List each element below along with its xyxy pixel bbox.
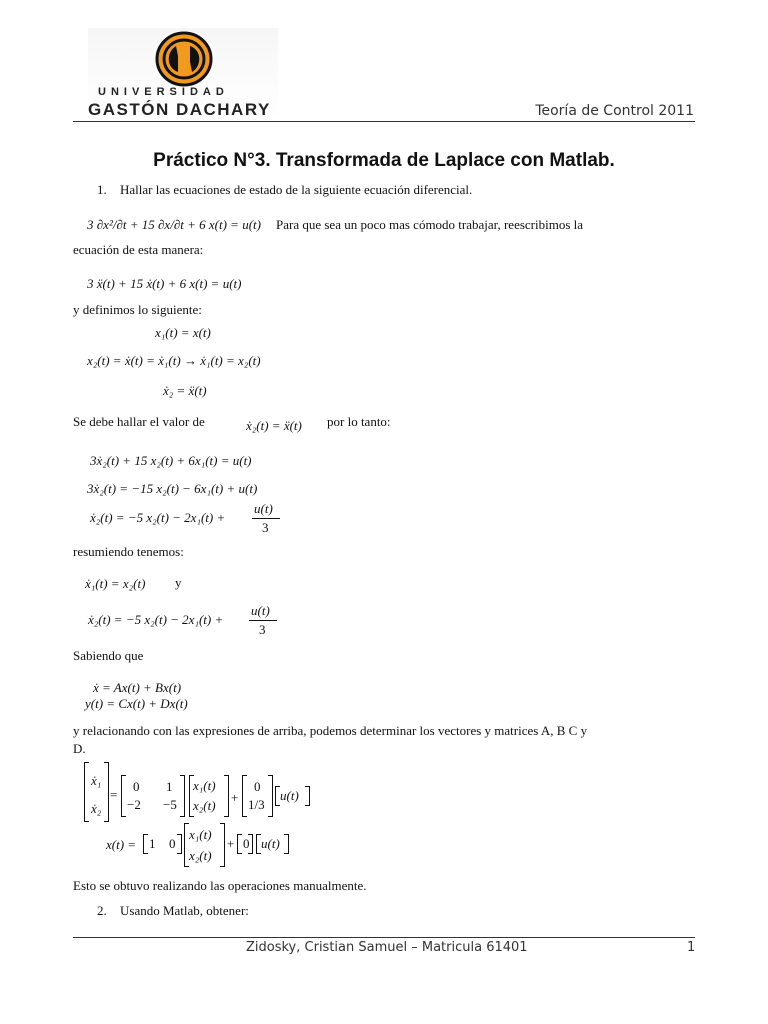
- item1-number: 1.: [97, 182, 107, 197]
- x-1: x₁(t): [193, 778, 216, 793]
- B-1: 0: [254, 779, 261, 794]
- text-find-a: Se debe hallar el valor de: [73, 414, 205, 429]
- item1-text: Hallar las ecuaciones de estado de la siguiente ecuación diferencial.: [120, 182, 473, 197]
- eq-rewritten: 3 ẍ(t) + 15 ẋ(t) + 6 x(t) = u(t): [87, 276, 242, 291]
- D-value: 0: [243, 836, 250, 851]
- A-bracket-left: [121, 775, 126, 817]
- text-define: y definimos lo siguiente:: [73, 302, 202, 317]
- text-relating-2: D.: [73, 741, 86, 756]
- footer-rule: [73, 937, 695, 938]
- footer-author: Zidosky, Cristian Samuel – Matricula 61401: [246, 940, 528, 955]
- footer-page-number: 1: [687, 940, 696, 955]
- u-input: u(t): [280, 788, 299, 803]
- xdot-bracket-right: [104, 762, 109, 822]
- course-title: Teoría de Control 2011: [535, 103, 694, 119]
- step-2: 3ẋ₂(t) = −15 x₂(t) − 6x₁(t) + u(t): [87, 481, 258, 496]
- output-lhs: x(t) =: [106, 837, 137, 852]
- state-eq-2: y(t) = Cx(t) + Dx(t): [85, 696, 188, 711]
- sum-2-frac-line: [249, 620, 277, 621]
- C-2: 0: [169, 836, 176, 851]
- def-1: x₁(t) = x(t): [155, 325, 211, 340]
- logo-emblem-icon: [154, 30, 214, 88]
- def-3: ẋ₂ = ẍ(t): [163, 383, 207, 398]
- text-summary: resumiendo tenemos:: [73, 544, 184, 559]
- xo-2: x₂(t): [189, 848, 212, 863]
- D-bracket-left: [237, 834, 242, 854]
- state-eq-1: ẋ = Ax(t) + Bx(t): [93, 680, 182, 695]
- xdot-2: ẋ₂: [91, 801, 102, 816]
- logo-line1: UNIVERSIDAD: [98, 86, 229, 98]
- item2-text: Usando Matlab, obtener:: [120, 903, 249, 918]
- text-manual: Esto se obtuvo realizando las operaciones manualmente.: [73, 878, 367, 893]
- sum-2-frac-num: u(t): [251, 603, 270, 618]
- step-3-frac-line: [252, 518, 280, 519]
- eq-differential: 3 ∂x²/∂t + 15 ∂x/∂t + 6 x(t) = u(t): [87, 217, 261, 232]
- uo-bracket-right: [284, 834, 289, 854]
- step-3-frac-den: 3: [262, 520, 269, 535]
- header-rule: [73, 121, 695, 122]
- A-21: −2: [127, 797, 141, 812]
- step-1: 3ẋ₂(t) + 15 x₂(t) + 6x₁(t) = u(t): [90, 453, 252, 468]
- university-logo: [88, 28, 278, 120]
- A-bracket-right: [180, 775, 185, 817]
- C-bracket-right: [177, 834, 182, 854]
- page-title: Práctico N°3. Transformada de Laplace con Matlab.: [153, 150, 615, 171]
- B-bracket-left: [242, 775, 247, 817]
- C-bracket-left: [143, 834, 148, 854]
- xdot-1: ẋ₁: [91, 773, 102, 788]
- A-12: 1: [166, 779, 173, 794]
- xo-1: x₁(t): [189, 827, 212, 842]
- output-plus: +: [227, 836, 235, 851]
- C-1: 1: [149, 836, 156, 851]
- A-22: −5: [163, 797, 177, 812]
- D-bracket-right: [248, 834, 253, 854]
- step-3: ẋ₂(t) = −5 x₂(t) − 2x₁(t) +: [90, 510, 226, 525]
- uo-input: u(t): [261, 836, 280, 851]
- x-2: x₂(t): [193, 798, 216, 813]
- item2-number: 2.: [97, 903, 107, 918]
- find-expr: ẋ₂(t) = ẍ(t): [246, 418, 302, 433]
- B-2: 1/3: [248, 797, 265, 812]
- text-relating: y relacionando con las expresiones de arriba, podemos determinar los vectores y matrices A, B C y: [73, 723, 588, 738]
- sum-2-frac-den: 3: [259, 622, 266, 637]
- text-y: y: [175, 575, 182, 590]
- step-3-frac-num: u(t): [254, 501, 273, 516]
- text-comfort-2: ecuación de esta manera:: [73, 242, 204, 257]
- sum-1: ẋ₁(t) = x₂(t): [85, 576, 146, 591]
- matrix-equals: =: [110, 787, 118, 802]
- text-knowing: Sabiendo que: [73, 648, 144, 663]
- xo-bracket-right: [220, 823, 225, 867]
- text-comfort: Para que sea un poco mas cómodo trabajar, reescribimos la: [276, 217, 584, 232]
- A-11: 0: [133, 779, 140, 794]
- u-bracket-right: [305, 786, 310, 806]
- xdot-bracket-left: [84, 762, 89, 822]
- B-bracket-right: [268, 775, 273, 817]
- text-find-b: por lo tanto:: [327, 414, 391, 429]
- sum-2: ẋ₂(t) = −5 x₂(t) − 2x₁(t) +: [88, 612, 224, 627]
- def-2: x₂(t) = ẋ(t) = ẋ₁(t) → ẋ₁(t) = x₂(t): [87, 353, 261, 368]
- matrix-plus: +: [231, 790, 239, 805]
- logo-line2: GASTÓN DACHARY: [88, 100, 271, 119]
- x-bracket-right: [224, 775, 229, 817]
